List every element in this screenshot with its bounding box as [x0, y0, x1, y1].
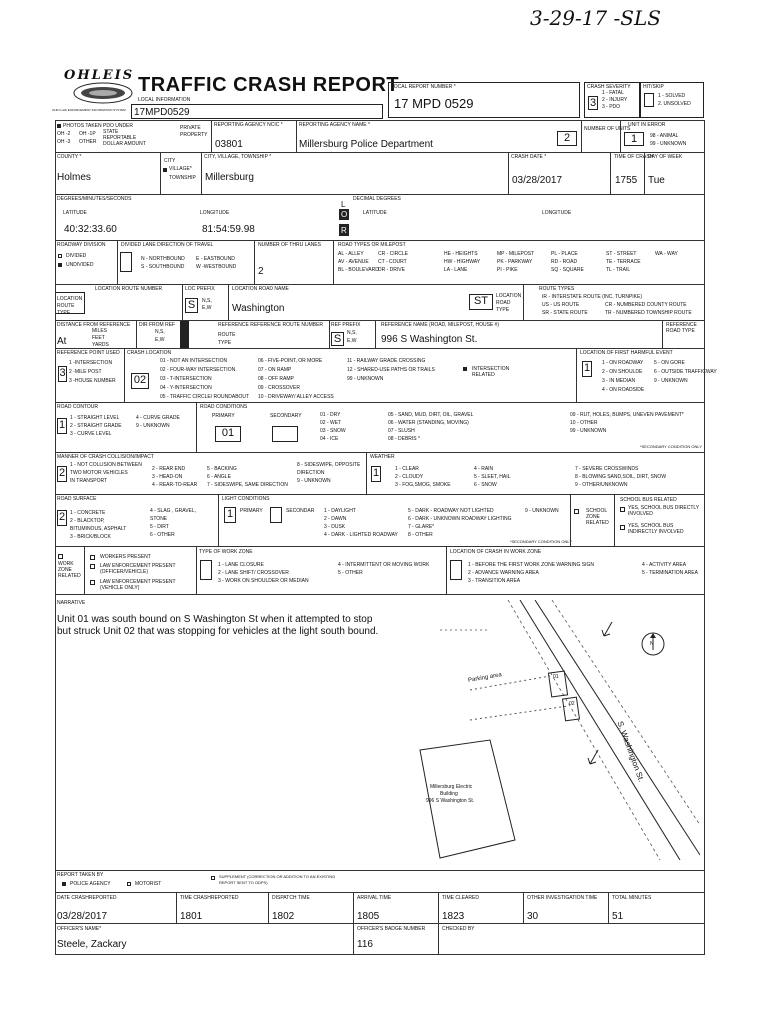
arrival-value: 1805 — [357, 911, 380, 922]
wz-workers: WORKERS PRESENT — [100, 554, 151, 560]
wz-type-label: TYPE OF WORK ZONE — [199, 549, 253, 555]
first-harmful-label: LOCATION OF FIRST HARMFUL EVENT — [580, 350, 673, 356]
manner-c1-2: IN TRANSPORT — [70, 478, 108, 484]
ncic-value: 03801 — [215, 139, 243, 150]
wz-type2-0: 4 - INTERMITTENT OR MOVING WORK — [338, 562, 430, 568]
loc-road-name: Washington — [232, 303, 285, 314]
hit-skip-opt2: 2. UNSOLVED — [658, 101, 691, 107]
undivided: UNDIVIDED — [66, 262, 94, 268]
road-type-c5-2: SQ - SQUARE — [551, 267, 584, 273]
surface-c2-3: 6 - OTHER — [150, 532, 175, 538]
manner-c4-2: 9 - UNKNOWN — [297, 478, 331, 484]
road-contour-label: ROAD CONTOUR — [57, 404, 99, 410]
surface-c1-0: 1 - CONCRETE — [70, 510, 106, 516]
loc-type-label: TYPE — [57, 310, 71, 316]
road-type-c2-2: DR - DRIVE — [378, 267, 405, 273]
weather-c3-1: 8 - BLOWING SAND,SOIL, DIRT, SNOW — [575, 474, 667, 480]
county-label: COUNTY * — [57, 154, 82, 160]
other-inv-label: OTHER INVESTIGATION TIME — [527, 895, 598, 901]
light-secondary-label: SECONDAR — [286, 508, 315, 514]
ref-name: 996 S Washington St. — [381, 334, 478, 345]
crash-location-value: 02 — [131, 373, 149, 389]
road-types-label: ROAD TYPES OR MILEPOST — [338, 242, 406, 248]
light-primary-value: 1 — [224, 507, 236, 523]
loc-prefix-label: LOC PREFIX — [185, 286, 215, 292]
photos-other: OTHER — [79, 139, 97, 145]
first-harmful-c1-2: 3 - IN MEDIAN — [602, 378, 636, 384]
unit-error-opt1: 98 - ANIMAL — [650, 133, 679, 139]
officer-label: OFFICER'S NAME* — [57, 926, 102, 932]
wz-loc2-1: 5 - TERMINATION AREA — [642, 570, 698, 576]
building-label2: Building — [440, 791, 458, 797]
light-c1-0: 1 - DAYLIGHT — [324, 508, 356, 514]
dispatch-label: DISPATCH TIME — [272, 895, 310, 901]
day-value: Tue — [648, 175, 665, 186]
work-zone-label: WORK ZONE RELATED — [58, 561, 81, 579]
cond-c2-2: 07 - SLUSH — [388, 428, 415, 434]
building-label3: 996 S Washington St. — [426, 798, 475, 804]
manner-value: 2 — [57, 466, 67, 482]
local-info-value: 17MPD0529 — [134, 107, 190, 118]
crash-loc-c1-3: 04 - Y-INTERSECTION — [160, 385, 212, 391]
ref-type: TYPE — [218, 340, 232, 346]
weather-c3-0: 7 - SEVERE CROSSWINDS — [575, 466, 639, 472]
wz-type1-2: 3 - WORK ON SHOULDER OR MEDIAN — [218, 578, 309, 584]
ref-prefix-ns: N,S, — [347, 330, 357, 336]
wz-loc-label: LOCATION OF CRASH IN WORK ZONE — [450, 549, 542, 555]
cond-c1-2: 03 - SNOW — [320, 428, 346, 434]
total-label: TOTAL MINUTES — [612, 895, 652, 901]
weather-c1-0: 1 - CLEAR — [395, 466, 419, 472]
unit1-label: 01 — [553, 674, 559, 680]
photos-oh1p: OH -1P — [79, 131, 96, 137]
divided: DIVIDED — [66, 253, 87, 259]
unit-error-opt2: 99 - UNKNOWN — [650, 141, 687, 147]
cond-c3-1: 10 - OTHER — [570, 420, 598, 426]
time-reported: 1801 — [180, 911, 203, 922]
wz-loc1-2: 3 - TRANSITION AREA — [468, 578, 521, 584]
severity-label: CRASH SEVERITY — [587, 84, 631, 90]
latitude-label: LATITUDE — [63, 210, 87, 216]
loc-road-type-label1: LOCATION — [496, 293, 522, 299]
crash-diagram — [380, 600, 700, 860]
time-value: 1755 — [615, 175, 638, 186]
city-label: CITY — [164, 158, 176, 164]
cleared-value: 1823 — [442, 911, 465, 922]
crash-loc-c2-0: 06 - FIVE-POINT, OR MORE — [258, 358, 323, 364]
manner-c1-0: 1 - NOT COLLISION BETWEEN — [70, 462, 142, 468]
manner-label: MANNER OF CRASH COLLISION/IMPACT — [57, 454, 154, 460]
ref-road-type-label: REFERENCE ROAD TYPE — [666, 322, 697, 334]
wz-le-only: LAW ENFORCEMENT PRESENT (VEHICLE ONLY) — [100, 579, 176, 591]
private-label: PRIVATE — [180, 125, 201, 131]
unit-error-value: 1 — [624, 132, 644, 146]
ref-feet: FEET — [92, 335, 105, 341]
rc-primary-label: PRIMARY — [212, 413, 235, 419]
loc-ns: N,S, — [202, 298, 212, 304]
arrival-label: ARRIVAL TIME — [357, 895, 392, 901]
loc-prefix-value: S — [185, 298, 198, 313]
road-type-c4-0: MP - MILEPOST — [497, 251, 535, 257]
crash-location-label: CRASH LOCATION — [127, 350, 172, 356]
first-harmful-c1-1: 2 - ON SHOULDE — [602, 369, 643, 375]
ref-point-value: 3 — [58, 366, 67, 382]
ref-prefix-ew: E,W — [347, 338, 357, 344]
units-label: NUMBER OF UNITS — [584, 126, 631, 132]
light-c2-2: 7 - GLARE* — [408, 524, 435, 530]
other-inv-value: 30 — [527, 911, 539, 922]
ref-prefix: S — [331, 332, 344, 346]
county-value: Holmes — [57, 172, 91, 183]
wz-type1-0: 1 - LANE CLOSURE — [218, 562, 264, 568]
unit-error-label: UNIT IN ERROR — [628, 122, 666, 128]
manner-c4-0: 8 - SIDESWIPE, OPPOSITE — [297, 462, 361, 468]
badge-label: OFFICER'S BADGE NUMBER — [357, 926, 426, 932]
ref-point-opt-0: 1 -INTERSECTION — [69, 360, 113, 366]
hit-skip-opt1: 1 - SOLVED — [658, 93, 686, 99]
school-bus-label: SCHOOL BUS RELATED — [620, 497, 677, 503]
pdo-under: PDO UNDER — [103, 123, 134, 129]
photos-oh3: OH -3 — [57, 139, 71, 145]
light-secondary-value — [270, 507, 282, 523]
surface-c1-1: 2 - BLACKTOP, — [70, 518, 105, 524]
light-c3-0: 9 - UNKNOWN — [525, 508, 559, 514]
weather-c2-1: 5 - SLEET, HAIL — [474, 474, 511, 480]
cond-c2-0: 05 - SAND, MUD, DIRT, OIL, GRAVEL — [388, 412, 474, 418]
surface-c2-2: 5 - DIRT — [150, 524, 169, 530]
handwritten-note: 3-29-17 -SLS — [530, 6, 661, 30]
road-type-c3-1: HW - HIGHWAY — [444, 259, 481, 265]
road-type-c5-0: PL - PLACE — [551, 251, 578, 257]
weather-c1-1: 2 - CLOUDY — [395, 474, 424, 480]
severity-opt2: 2 - INJURY — [602, 97, 628, 103]
ref-ew: E,W — [155, 337, 165, 343]
severity-opt1: 1 - FATAL — [602, 90, 624, 96]
ref-point-opt-2: 3 -HOUSE NUMBER — [69, 378, 116, 384]
cond-c3-2: 99 - UNKNOWN — [570, 428, 607, 434]
units-value: 2 — [557, 131, 577, 146]
ref-route: ROUTE — [218, 332, 236, 338]
cond-c2-1: 06 - WATER (STANDING, MOVING) — [388, 420, 469, 426]
contour-c1-2: 3 - CURVE LEVEL — [70, 431, 112, 437]
motorist: MOTORIST — [135, 881, 162, 887]
road-type-c1-2: BL - BOULEVARD — [338, 267, 379, 273]
rc-note: *SECONDARY CONDITION ONLY — [640, 444, 703, 449]
logo-subtitle: OHIO LAW ENFORCEMENT INFORMATION SYSTEM — [52, 108, 126, 112]
rc-secondary-label: SECONDARY — [270, 413, 302, 419]
date-reported-label: DATE CRASHREPORTED — [57, 895, 117, 901]
cond-c2-3: 08 - DEBRIS * — [388, 436, 420, 442]
longitude-label: LONGITUDE — [200, 210, 230, 216]
crash-loc-c2-4: 10 - DRIVEWAY/ ALLEY ACCESS — [258, 394, 334, 400]
light-c2-1: 6 - DARK - UNKNOWN ROADWAY LIGHTING — [408, 516, 512, 522]
first-harmful-c2-1: 6 - OUTSIDE TRAFFICWAY — [654, 369, 717, 375]
contour-c2-0: 4 - CURVE GRADE — [136, 415, 180, 421]
roadway-division-label: ROADWAY DIVISION — [57, 242, 106, 248]
local-info-label: LOCAL INFORMATION — [138, 97, 191, 103]
pdo-state: STATE — [103, 129, 119, 135]
dir-e: E - EASTBOUND — [196, 256, 235, 262]
manner-c2-2: 4 - REAR-TO-REAR — [152, 482, 198, 488]
route-sr: SR - STATE ROUTE — [542, 310, 588, 316]
cleared-label: TIME CLEARED — [442, 895, 479, 901]
building-label1: Millersburg Electric — [430, 784, 473, 790]
manner-c1-1: TWO MOTOR VEHICLES — [70, 470, 128, 476]
road-type-c1-0: AL - ALLEY — [338, 251, 364, 257]
township-label: TOWNSHIP — [169, 175, 196, 181]
loc-label: LOCATION — [57, 296, 83, 302]
weather-c2-0: 4 - RAIN — [474, 466, 494, 472]
wz-loc1-1: 2 - ADVANCE WARNING AREA — [468, 570, 539, 576]
road-conditions-label: ROAD CONDITIONS — [200, 404, 248, 410]
north-label: N — [650, 641, 654, 647]
light-label: LIGHT CONDITIONS — [222, 496, 270, 502]
crash-date-label: CRASH DATE * — [511, 154, 547, 160]
manner-c3-2: 7 - SIDESWIPE, SAME DIRECTION — [207, 482, 288, 488]
manner-c2-0: 2 - REAR END — [152, 466, 186, 472]
ohio-seal-icon — [72, 82, 134, 104]
severity-value: 3 — [589, 97, 597, 109]
manner-c3-1: 6 - ANGLE — [207, 474, 231, 480]
school-bus-indirect: YES, SCHOOL BUS INDIRECTLY INVOLVED — [628, 523, 684, 535]
city-village-value: Millersburg — [205, 172, 254, 183]
report-taken-label: REPORT TAKEN BY — [57, 872, 104, 878]
photos-taken: PHOTOS TAKEN — [63, 123, 102, 129]
crash-loc-c1-4: 05 - TRAFFIC CIRCLE/ ROUNDABOUT — [160, 394, 250, 400]
weather-c1-2: 3 - FOG,SMOG, SMOKE — [395, 482, 451, 488]
wz-type2-1: 5 - OTHER — [338, 570, 363, 576]
route-types-label: ROUTE TYPES — [539, 286, 575, 292]
school-zone: SCHOOL ZONE RELATED — [586, 508, 609, 526]
route-us: US - US ROUTE — [542, 302, 580, 308]
hit-skip-value — [644, 93, 654, 107]
local-report-number: 17 MPD 0529 — [394, 96, 474, 111]
wz-loc2-0: 4 - ACTIVITY AREA — [642, 562, 687, 568]
wz-type1-1: 2 - LANE SHIFT/ CROSSOVER — [218, 570, 289, 576]
ref-dist-label: DISTANCE FROM REFERENCE — [57, 322, 131, 328]
surface-c2-0: 4 - SLAG , GRAVEL, — [150, 508, 197, 514]
dir-w: W -WESTBOUND — [196, 264, 237, 270]
wz-loc1-0: 1 - BEFORE THE FIRST WORK ZONE WARNING SIGN — [468, 562, 595, 568]
road-surface-value: 2 — [57, 510, 67, 526]
route-cr: CR - NUMBERED COUNTY ROUTE — [605, 302, 687, 308]
date-reported: 03/28/2017 — [57, 911, 108, 922]
intersection-related: INTERSECTION RELATED — [472, 366, 510, 378]
manner-c4-1: DIRECTION — [297, 470, 325, 476]
badge-value: 116 — [357, 939, 373, 950]
cond-c1-0: 01 - DRY — [320, 412, 341, 418]
loc-road-type-label3: TYPE — [496, 307, 510, 313]
loc-ew: E,W — [202, 305, 212, 311]
longitude-value: 81:54:59.98 — [202, 224, 255, 235]
road-surface-label: ROAD SURFACE — [57, 496, 97, 502]
weather-c2-2: 6 - SNOW — [474, 482, 497, 488]
contour-c1-0: 1 - STRAIGHT LEVEL — [70, 415, 120, 421]
narrative-line2: but struck Unit 02 that was stopping for vehicles at the light south bound. — [57, 626, 379, 637]
loc-route-number-label: LOCATION ROUTE NUMBER — [95, 286, 163, 292]
first-harmful-c2-0: 5 - ON GORE — [654, 360, 685, 366]
decimal-label: DECIMAL DEGREES — [353, 196, 401, 202]
road-type-c6-1: TE - TERRACE — [606, 259, 641, 265]
loc-road-name-label: LOCATION ROAD NAME — [232, 286, 289, 292]
wz-le-vehicle: LAW ENFORCEMENT PRESENT (OFFICER/VEHICLE) — [100, 563, 176, 575]
light-c1-1: 2 - DAWN — [324, 516, 347, 522]
cond-c3-0: 09 - RUT, HOLES, BUMPS, UNEVEN PAVEMENT* — [570, 412, 684, 418]
road-type-c4-1: PK - PARKWAY — [497, 259, 533, 265]
first-harmful-c2-2: 9 - UNKNOWN — [654, 378, 688, 384]
road-type-c2-0: CR - CIRCLE — [378, 251, 409, 257]
crash-loc-c3-1: 12 - SHARED-USE PATHS OR TRAILS — [347, 367, 435, 373]
local-report-label: LOCAL REPORT NUMBER * — [391, 84, 456, 90]
dec-longitude-label: LONGITUDE — [542, 210, 572, 216]
road-type-c4-2: PI - PIKE — [497, 267, 518, 273]
road-type-c5-1: RD - ROAD — [551, 259, 578, 265]
crash-loc-c3-2: 99 - UNKNOWN — [347, 376, 384, 382]
road-type-c2-1: CT - COURT — [378, 259, 407, 265]
manner-c2-1: 3 - HEAD-ON — [152, 474, 183, 480]
light-c2-3: 8 - OTHER — [408, 532, 433, 538]
road-type-c7-0: WA - WAY — [655, 251, 678, 257]
light-c2-0: 5 - DARK - ROADWAY NOT LIGHTED — [408, 508, 494, 514]
loc-route-label: ROUTE — [57, 303, 75, 309]
school-bus-direct: YES, SCHOOL BUS DIRECTLY INVOLVED — [628, 505, 700, 517]
weather-c3-2: 9 - OTHER/UNKNOWN — [575, 482, 628, 488]
crash-date-value: 03/28/2017 — [512, 175, 563, 186]
rc-primary-value: 01 — [215, 426, 241, 442]
surface-c1-2: BITUMINOUS, ASPHALT — [70, 526, 127, 532]
weather-label: WEATHER — [370, 454, 395, 460]
surface-c2-1: STONE — [150, 516, 168, 522]
report-title: TRAFFIC CRASH REPORT — [138, 74, 400, 96]
dir-s: S - SOUTHBOUND — [141, 264, 185, 270]
route-ir: IR - INTERSTATE ROUTE (INC. TURNPIKE) — [542, 294, 643, 300]
parking-label: Parking area — [467, 672, 503, 684]
pdo-dollar: DOLLAR AMOUNT — [103, 141, 146, 147]
first-harmful-c1-0: 1 - ON ROADWAY — [602, 360, 644, 366]
narrative-label: NARRATIVE — [57, 600, 86, 606]
crash-loc-c1-2: 03 - T-INTERSECTION — [160, 376, 212, 382]
contour-c2-1: 9 - UNKNOWN — [136, 423, 170, 429]
divided-lane-label: DIVIDED LANE DIRECTION OF TRAVEL — [121, 242, 214, 248]
logo: OHLEIS — [64, 68, 135, 83]
hit-skip-label: HIT/SKIP — [643, 84, 664, 90]
police-agency: POLICE AGENCY — [70, 881, 111, 887]
crash-loc-c2-2: 08 - OFF RAMP — [258, 376, 294, 382]
total-value: 51 — [612, 911, 624, 922]
ref-yards: YARDS — [92, 342, 109, 348]
day-label: DAY OF WEEK — [648, 154, 683, 160]
ref-route-label: REFERENCE REFERENCE ROUTE NUMBER — [218, 322, 324, 328]
surface-c1-3: 3 - BRICK/BLOCK — [70, 534, 111, 540]
road-contour-value: 1 — [57, 418, 67, 434]
ref-prefix-label: REF PREFIX — [331, 322, 361, 328]
narrative-line1: Unit 01 was south bound on S Washington St when it attempted to stop — [57, 614, 373, 625]
crash-loc-c2-1: 07 - ON RAMP — [258, 367, 292, 373]
weather-value: 1 — [371, 466, 381, 482]
severity-opt3: 3 - PDO — [602, 104, 621, 110]
ref-dir-label: DIR FROM REF — [139, 322, 176, 328]
pdo-reportable: REPORTABLE — [103, 135, 137, 141]
lat-r: R — [341, 226, 347, 235]
crash-loc-c3-0: 11 - RAILWAY GRADE CROSSING — [347, 358, 426, 364]
crash-loc-c2-3: 09 - CROSSOVER — [258, 385, 300, 391]
street-label: S. Washington St. — [615, 720, 646, 783]
first-harmful-c1-3: 4 - ON ROADSIDE — [602, 387, 645, 393]
light-note: *SECONDARY CONDITION ONLY — [510, 539, 573, 544]
ref-name-label: REFERENCE NAME (ROAD, MILEPOST, HOUSE #) — [381, 322, 500, 328]
dir-n: N - NORTHBOUND — [141, 256, 185, 262]
road-type-c3-0: HE - HEIGHTS — [444, 251, 478, 257]
contour-c1-1: 2 - STRAIGHT GRADE — [70, 423, 122, 429]
time-label: TIME OF CRASH — [614, 154, 654, 160]
loc-road-type-label2: ROAD — [496, 300, 511, 306]
photos-oh2: OH -2 — [57, 131, 71, 137]
rc-secondary-value — [272, 426, 298, 442]
city-village-label: CITY, VILLAGE, TOWNSHIP * — [204, 154, 272, 160]
crash-loc-c1-0: 01 - NOT AN INTERSECTION — [160, 358, 228, 364]
lat-o: O — [341, 210, 348, 219]
property-label: PROPERTY — [180, 132, 208, 138]
ref-distance: At — [57, 336, 67, 347]
light-primary-label: PRIMARY — [240, 508, 263, 514]
thru-lanes-label: NUMBER OF THRU LANES — [258, 242, 321, 248]
unit2-label: 02 — [569, 701, 575, 707]
agency-name-label: REPORTING AGENCY NAME * — [299, 122, 370, 128]
loc-road-type: ST — [469, 294, 493, 310]
crash-loc-c1-1: 02 - FOUR-WAY INTERSECTION — [160, 367, 236, 373]
cond-c1-3: 04 - ICE — [320, 436, 339, 442]
latitude-value: 40:32:33.60 — [64, 224, 117, 235]
time-reported-label: TIME CRASHREPORTED — [180, 895, 239, 901]
checked-label: CHECKED BY — [442, 926, 475, 932]
light-c1-3: 4 - DARK - LIGHTED ROADWAY — [324, 532, 398, 538]
dec-latitude-label: LATITUDE — [363, 210, 387, 216]
ncic-label: REPORTING AGENCY NCIC * — [214, 122, 283, 128]
road-type-c6-0: ST - STREET — [606, 251, 637, 257]
ref-point-opt-1: 2 -MILE POST — [69, 369, 102, 375]
village-label: VILLAGE* — [169, 166, 192, 172]
deg-min-label: DEGREES/MINUTES/SECONDS — [57, 196, 132, 202]
ref-miles: MILES — [92, 328, 108, 334]
manner-c3-0: 5 - BACKING — [207, 466, 237, 472]
ref-ns: N,S, — [155, 329, 165, 335]
road-type-c1-1: AV - AVENUE — [338, 259, 369, 265]
officer-name: Steele, Zackary — [57, 939, 127, 950]
agency-name: Millersburg Police Department — [299, 139, 433, 150]
dispatch-value: 1802 — [272, 911, 295, 922]
cond-c1-1: 02 - WET — [320, 420, 342, 426]
thru-lanes-value: 2 — [258, 266, 264, 277]
route-tr: TR - NUMBERED TOWNSHIP ROUTE — [605, 310, 692, 316]
road-type-c3-2: LA - LANE — [444, 267, 468, 273]
ref-point-label: REFERENCE POINT USED — [57, 350, 120, 356]
road-type-c6-2: TL - TRAIL — [606, 267, 631, 273]
first-harmful-value: 1 — [582, 361, 592, 377]
light-c1-2: 3 - DUSK — [324, 524, 346, 530]
lat-l: L — [341, 200, 346, 209]
supplement: SUPPLEMENT (CORRECTION OR ADDITION TO AN EXISTING REPORT SENT TO ODPS) — [219, 874, 336, 885]
